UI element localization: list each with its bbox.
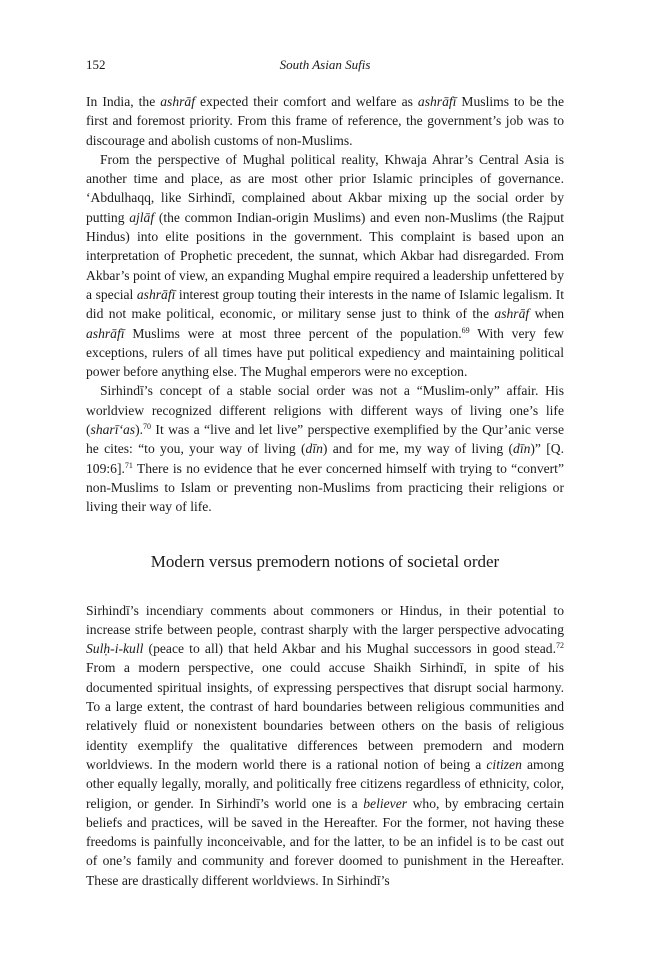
running-head (86, 57, 564, 75)
body-text (86, 92, 564, 890)
section-heading: Modern versus premodern notions of societal order (150, 551, 500, 571)
paragraph-1: In India, the ashrāf expected their comfort and welfare as ashrāfī Muslims to be the first and foremost priority. From this frame of reference, the government’s job was to discourage and abolish customs of non-Muslims. (86, 94, 564, 148)
footnote-ref-69[interactable]: 69 (461, 325, 470, 335)
running-title: South Asian Sufis (279, 57, 371, 72)
paragraph-2: From the perspective of Mughal political reality, Khwaja Ahrar’s Central Asia is another time and place, as are most other prior Islamic principles of governance. ‘Abdulhaqq, like Sirhindī, complained about Akbar mixing up the social order by putting ajlāf (the common Indian-origin Muslims) and even non-Muslims (the Rajput Hindus) into elite positions in the government. This complaint is based upon an interpretation of Prophetic precedent, the sunnat, which Akbar had disregarded. From Akbar’s point of view, an expanding Mughal empire required a leadership unfettered by a special ashrāfī interest group touting their interests in the name of Islamic legalism. It did not make political, economic, or military sense just to think of the ashrāf when ashrāfī Muslims were at most three percent of the population.$^{69}$ With very few exceptions, rulers of all times have put political expediency and maintaining political power before anything else. The Mughal emperors were no exception. (86, 151, 565, 380)
paragraph-4: Sirhindī’s incendiary comments about commoners or Hindus, in their potential to increase strife between people, contrast sharply with the larger perspective advocating Sulḥ-i-kull (peace to all) that held Akbar and his Mughal successors in good stead.$^{72}$ From a modern perspective, one could accuse Shaikh Sirhindī, in spite of his documented spiritual insights, of expressing perspectives that disrupt social harmony. To a large extent, the contrast of hard boundaries between religious communities and relatively fluid or nonexistent boundaries between others on the basis of religious identity exemplify the qualitative differences between premodern and modern worldviews. In the modern world there is a rational notion of being a citizen among other equally legally, morally, and politically free citizens regardless of ethnicity, color, religion, or gender. In Sirhindī’s world one is a believer who, by embracing certain beliefs and practices, will be saved in the Hereafter. For the former, not having these freedoms is painfully inconceivable, and for the latter, to be an infidel is to be cast out of one’s family and community and forever doomed to punishment in the Hereafter. These are drastically different worldviews. In Sirhindī’s (86, 602, 564, 888)
footnote-ref-72[interactable]: 72 (556, 641, 564, 651)
footnote-ref-71[interactable]: 71 (124, 460, 133, 470)
page-number: 152 (86, 57, 106, 72)
footnote-ref-70[interactable]: 70 (143, 422, 152, 432)
paragraph-3: Sirhindī’s concept of a stable social order was not a “Muslim-only” affair. His worldview recognized different religions with different ways of living one’s life (sharī‘as).$^{70}$ It was a “live and let live” perspective exemplified by the Qur’anic verse he cites: “to you, your way of living (dīn) and for me, my way of living (dīn)” [Q. 109:6].$^{71}$ There is no evidence that he ever concerned himself with trying to “convert” non-Muslims to Islam or preventing non-Muslims from practicing their religions or living their way of life. (86, 383, 565, 515)
